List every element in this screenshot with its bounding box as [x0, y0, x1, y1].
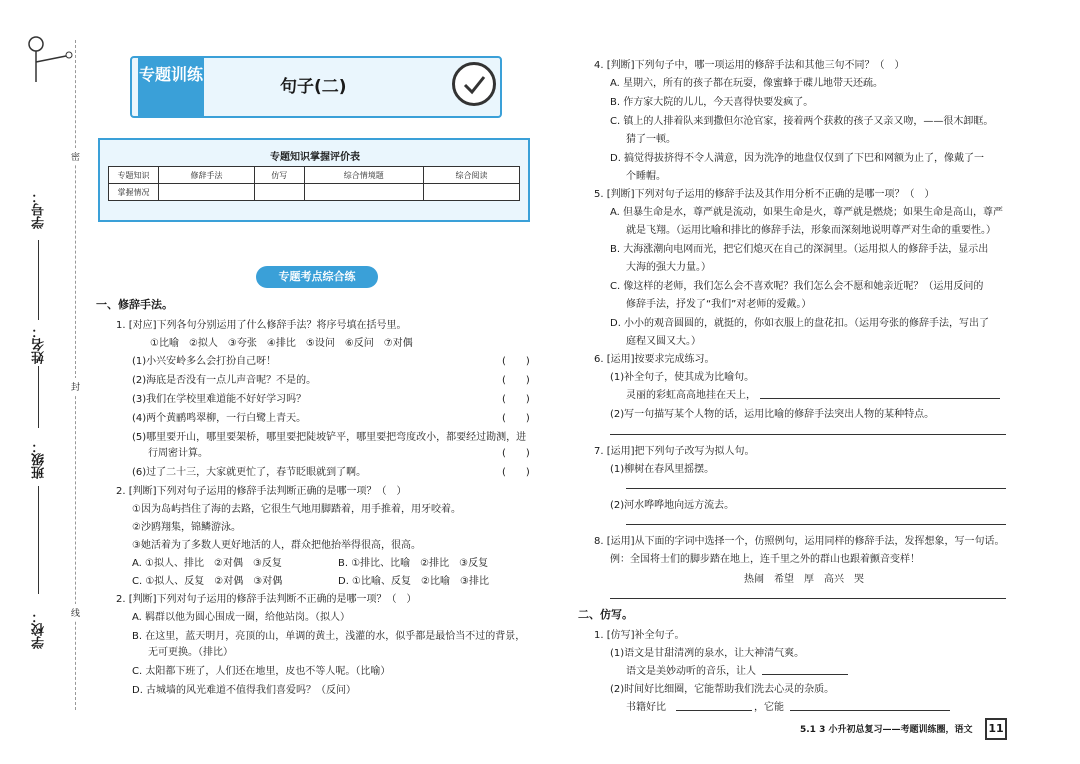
q3-choice-c[interactable]: C. 太阳都下班了，人们还在地里，皮也不等人呢。（比喻）: [132, 666, 391, 677]
page-title: 句子(二): [280, 77, 347, 97]
q1-item: (2)海底是否没有一点儿声音呢？不是的。: [132, 375, 317, 386]
s2-prompt-cont: ，它能: [754, 702, 784, 713]
question-3: 2. [判断]下列对句子运用的修辞手法判断不正确的是哪一项？（ ）: [116, 594, 417, 605]
clock-icon: [452, 62, 496, 106]
answer-line[interactable]: [610, 434, 1006, 435]
section-2-question-1: 1. [仿写]补全句子。: [594, 630, 685, 641]
section-2-heading: 二、仿写。: [578, 608, 633, 621]
student-id-label: 学号：: [32, 190, 47, 229]
school-label: 学校：: [32, 610, 47, 649]
q8-example: 例：全国将士们的脚步踏在地上，连千里之外的群山也跟着颤音变样！: [610, 554, 920, 565]
q7-item: (2)河水哗哗地向远方流去。: [610, 500, 735, 511]
answer-line[interactable]: [790, 710, 950, 711]
section-1-heading: 一、修辞手法。: [96, 298, 173, 311]
answer-line[interactable]: [626, 524, 1006, 525]
q2-line: ③她活着为了多数人更好地活的人，群众把他抬举得很高，很高。: [132, 540, 421, 551]
q5-choice-d-cont: 庭程又圆又大。）: [626, 336, 701, 347]
question-1-options: ①比喻 ②拟人 ③夸张 ④排比 ⑤设问 ⑥反问 ⑦对偶: [150, 338, 413, 349]
s2-item: (1)语文是甘甜清冽的泉水，让大神清气爽。: [610, 648, 805, 659]
eval-row-label: 掌握情况: [109, 184, 159, 201]
q2-line: ①因为岛屿挡住了海的去路，它很生气地用脚踏着，用手推着，用牙咬着。: [132, 504, 461, 515]
doodle-icon: [14, 30, 74, 90]
q4-choice-c-cont: 猜了一顿。: [626, 134, 676, 145]
answer-paren[interactable]: ( ): [502, 375, 530, 386]
binding-mark-mi: 密: [71, 148, 80, 165]
q5-choice-d[interactable]: D. 小小的观音圆圆的，就挺的，你如衣服上的盘花扣。（运用夸张的修辞手法，写出了: [610, 318, 990, 329]
q1-item: (5)哪里要开山，哪里要架桥，哪里要把陡坡铲平，哪里要把弯度改小，都要经过勘测，进: [132, 432, 527, 443]
q4-choice-a[interactable]: A. 星期六，所有的孩子都在玩耍，像蜜蜂于碟儿地带天还疏。: [610, 78, 884, 89]
s2-prompt: 书籍好比: [626, 702, 666, 713]
question-8: 8. [运用]从下面的字词中选择一个，仿照例句，运用同样的修辞手法，发挥想象，写一句话。: [594, 536, 1005, 547]
q1-item-cont: 行周密计算。: [148, 448, 208, 459]
class-label: 班级：: [32, 440, 47, 479]
name-line: [38, 366, 39, 428]
q5-choice-c-cont: 修辞手法，抒发了“我们”对老师的爱戴。）: [626, 299, 812, 310]
q6-item: (2)写一句描写某个人物的话，运用比喻的修辞手法突出人物的某种特点。: [610, 409, 935, 420]
q7-item: (1)柳树在春风里摇摆。: [610, 464, 715, 475]
binding-mark-xian: 线: [71, 604, 80, 621]
s2-item: (2)时间好比细圈，它能帮助我们洗去心灵的杂质。: [610, 684, 835, 695]
q3-choice-b[interactable]: B. 在这里，蓝天明月，亮顶的山，单调的黄土，浅灌的水，似乎都是最恰当不过的背景，: [132, 631, 526, 642]
section-pill: 专题考点综合练: [256, 266, 378, 288]
answer-paren[interactable]: ( ): [502, 356, 530, 367]
q4-choice-d-cont: 个睡帽。: [626, 171, 666, 182]
question-6: 6. [运用]按要求完成练习。: [594, 354, 715, 365]
q5-choice-b-cont: 大海的强大力量。）: [626, 262, 711, 273]
answer-paren[interactable]: ( ): [502, 467, 530, 478]
page-number: 11: [985, 718, 1007, 740]
q4-choice-c[interactable]: C. 镇上的人排着队来到撒但尔沧官家，接着两个获救的孩子又亲又吻，——很木卸眶。: [610, 116, 994, 127]
q2-choice-c[interactable]: C. ①拟人、反复 ②对偶 ③对偶: [132, 576, 283, 587]
q4-choice-d[interactable]: D. 搞觉得拔挤得不令人满意，因为洗净的地盘仅仅到了下巴和网额为止了，像戴了一: [610, 153, 985, 164]
eval-header-cell: 综合阅读: [423, 167, 519, 184]
answer-paren[interactable]: ( ): [502, 448, 530, 459]
q1-item: (4)两个黄鹂鸣翠柳，一行白鹭上青天。: [132, 413, 307, 424]
eval-header-cell: 仿写: [255, 167, 304, 184]
student-id-line: [38, 240, 39, 320]
eval-header-cell: 专题知识: [109, 167, 159, 184]
q5-choice-b[interactable]: B. 大海涨潮向电网而光，把它们熄灭在自己的深洞里。（运用拟人的修辞手法，显示出: [610, 244, 989, 255]
eval-blank-cell[interactable]: [255, 184, 304, 201]
q2-choice-d[interactable]: D. ①比喻、反复 ②比喻 ③排比: [338, 576, 489, 587]
eval-header-cell: 修辞手法: [159, 167, 255, 184]
evaluation-title: 专题知识掌握评价表: [270, 152, 360, 163]
answer-line[interactable]: [760, 398, 1000, 399]
question-1: 1. [对应]下列各句分别运用了什么修辞手法？将序号填在括号里。: [116, 320, 407, 331]
answer-line[interactable]: [610, 598, 1006, 599]
eval-blank-cell[interactable]: [423, 184, 519, 201]
question-5: 5. [判断]下列对句子运用的修辞手法及其作用分析不正确的是哪一项？（ ）: [594, 189, 935, 200]
topic-badge: 专题训练: [138, 56, 204, 118]
q5-choice-a[interactable]: A. 但暴生命是水，尊严就是流动，如果生命是火，尊严就是燃烧；如果生命是高山，尊严: [610, 207, 1004, 218]
question-7: 7. [运用]把下列句子改写为拟人句。: [594, 446, 755, 457]
eval-blank-cell[interactable]: [159, 184, 255, 201]
eval-blank-cell[interactable]: [304, 184, 423, 201]
q5-choice-c[interactable]: C. 像这样的老师，我们怎么会不喜欢呢？我们怎么会不愿和她亲近呢？（运用反问的: [610, 281, 984, 292]
q5-choice-a-cont: 就是飞翔。（运用比喻和排比的修辞手法，形象而深刻地说明尊严对生命的重要性。）: [626, 225, 996, 236]
q6-prompt: 灵丽的彩虹高高地挂在天上，: [626, 390, 756, 401]
page-footer: 5.1 3 小升初总复习——考题训练圈，语文: [800, 725, 973, 735]
q1-item: (1)小兴安岭多么会打扮自己呀！: [132, 356, 277, 367]
q3-choice-d[interactable]: D. 古城墙的风光难道不值得我们喜爱吗？（反问）: [132, 685, 357, 696]
answer-line[interactable]: [676, 710, 752, 711]
q2-choice-a[interactable]: A. ①拟人、排比 ②对偶 ③反复: [132, 558, 282, 569]
evaluation-table: [108, 166, 520, 201]
s2-prompt: 语文是美妙动听的音乐，让人: [626, 666, 756, 677]
eval-header-cell: 综合情境题: [304, 167, 423, 184]
answer-line[interactable]: [762, 674, 848, 675]
q1-item: (6)过了二十三，大家就更忙了，春节眨眼就到了啊。: [132, 467, 367, 478]
q2-choice-b[interactable]: B. ①排比、比喻 ②排比 ③反复: [338, 558, 489, 569]
answer-paren[interactable]: ( ): [502, 394, 530, 405]
name-label: 姓名：: [32, 325, 47, 364]
q6-item: (1)补全句子，使其成为比喻句。: [610, 372, 755, 383]
q2-line: ②沙鸥翔集，锦鳞游泳。: [132, 522, 241, 533]
answer-line[interactable]: [626, 488, 1006, 489]
answer-paren[interactable]: ( ): [502, 413, 530, 424]
q4-choice-b[interactable]: B. 作方家大院的儿儿，今天喜得快要发疯了。: [610, 97, 814, 108]
q1-item: (3)我们在学校里难道能不好好学习吗？: [132, 394, 307, 405]
q8-words: 热闹 希望 厚 高兴 哭: [744, 574, 864, 585]
q3-choice-a[interactable]: A. 羁群以他为圆心围成一圈，给他站岗。（拟人）: [132, 612, 351, 623]
binding-mark-feng: 封: [71, 378, 80, 395]
class-line: [38, 486, 39, 594]
question-4: 4. [判断]下列句子中，哪一项运用的修辞手法和其他三句不同？（ ）: [594, 60, 905, 71]
question-2: 2. [判断]下列对句子运用的修辞手法判断正确的是哪一项？（ ）: [116, 486, 407, 497]
q3-choice-b-cont: 无可更换。（排比）: [148, 647, 233, 658]
